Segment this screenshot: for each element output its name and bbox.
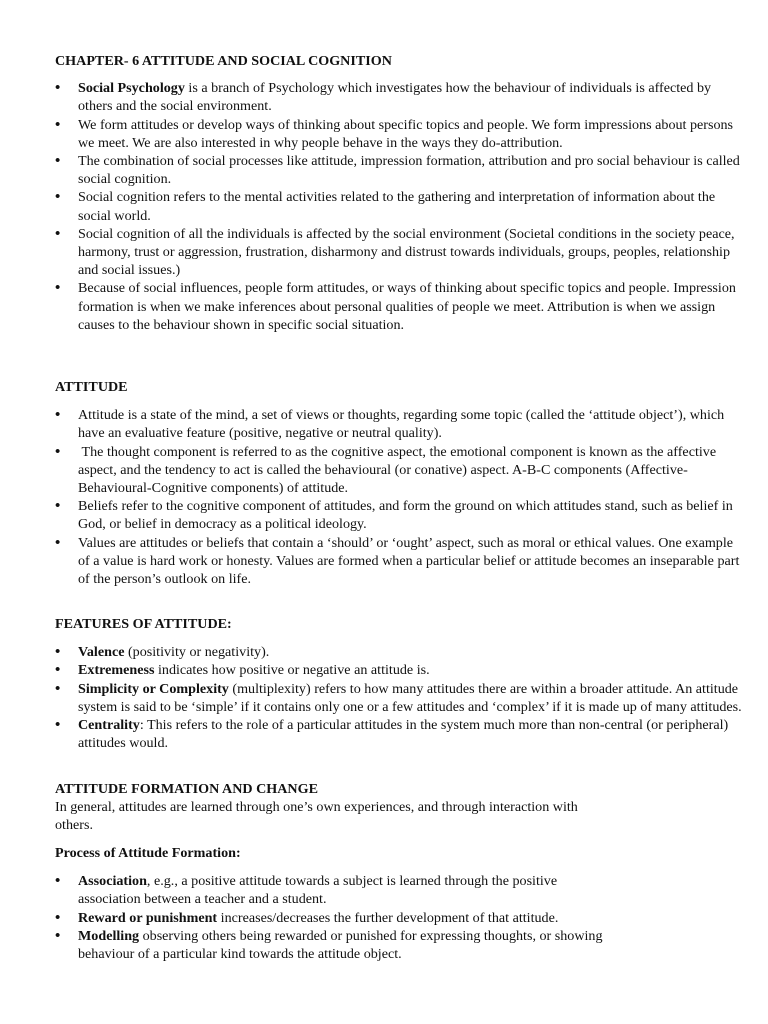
section-heading: ATTITUDE	[55, 379, 128, 395]
list-item	[55, 680, 745, 716]
item-text: , e.g., a positive attitude towards a subject is learned through the positive association between a teacher and a student.	[78, 873, 561, 908]
list-item	[55, 406, 745, 442]
item-text: indicates how positive or negative an attitude is.	[154, 662, 430, 679]
section-process	[55, 844, 745, 963]
list-item	[55, 534, 745, 589]
item-text: Beliefs refer to the cognitive component of attitudes, and form the ground on which attitudes stand, such as belief in God, or belief in democracy as a political ideology.	[78, 498, 737, 533]
bold-term: Modelling	[78, 927, 140, 944]
item-text: is a branch of Psychology which investigates how the behaviour of individuals is affected by others and the social environment.	[78, 80, 715, 115]
list-item	[55, 643, 745, 661]
section-heading: Process of Attitude Formation:	[55, 845, 241, 861]
list-item	[55, 872, 615, 908]
item-text: Social cognition of all the individuals is affected by the social environment (Societal conditions in the society peace, harmony, trust or aggression, frustration, disharmony and distrust towards individuals, groups, peoples, relationship and social issues.)	[78, 225, 739, 279]
list-item	[55, 188, 745, 224]
list-item	[55, 661, 745, 679]
item-text: (positivity or negativity).	[124, 644, 270, 661]
section-attitude	[55, 378, 745, 588]
list-item	[55, 443, 745, 498]
item-text: Because of social influences, people form attitudes, or ways of thinking about specific topics and people. Impression formation is when we make inferences about personal qualities of people we meet. Attribution is when we assign causes to the behaviour shown in specific social situation.	[78, 280, 740, 333]
bullet-list	[55, 872, 615, 963]
section-features	[55, 615, 745, 752]
item-text: The thought component is referred to as the cognitive aspect, the emotional component is known as the affective aspect, and the tendency to act is called the behavioural (or conative) aspect. A-B-C components (Affective-Behavioural-Cognitive components) of attitude.	[78, 443, 720, 497]
list-item	[55, 716, 745, 752]
item-text: increases/decreases the further development of that attitude.	[217, 909, 559, 926]
section-formation-change	[55, 780, 615, 835]
item-text: The combination of social processes like attitude, impression formation, attribution and pro social behaviour is called social cognition.	[78, 153, 744, 188]
item-text: : This refers to the role of a particular attitudes in the system much more than non-central (or peripheral) attitudes would.	[78, 717, 732, 752]
item-text: observing others being rewarded or punished for expressing thoughts, or showing behaviour of a particular kind towards the attitude object.	[78, 927, 607, 963]
bold-term: Association	[78, 873, 147, 890]
list-item	[55, 497, 745, 533]
paragraph: In general, attitudes are learned through one’s own experiences, and through interaction with others.	[55, 799, 578, 834]
bold-term: Simplicity or Complexity	[78, 680, 229, 697]
list-item	[55, 79, 745, 115]
section-heading: ATTITUDE FORMATION AND CHANGE	[55, 781, 318, 797]
bold-term: Centrality	[78, 717, 140, 734]
bold-term: Social Psychology	[78, 80, 185, 97]
list-item	[55, 909, 615, 927]
item-text: Attitude is a state of the mind, a set of views or thoughts, regarding some topic (called the ‘attitude object’), which have an evaluative feature (positive, negative or neutral quality).	[78, 407, 728, 442]
list-item	[55, 225, 745, 280]
bullet-list	[55, 406, 745, 588]
list-item	[55, 279, 745, 334]
item-text: We form attitudes or develop ways of thinking about specific topics and people. We form impressions about persons we meet. We are also interested in why people behave in the ways they do-attribution.	[78, 116, 737, 151]
item-text: Values are attitudes or beliefs that contain a ‘should’ or ‘ought’ aspect, such as moral or ethical values. One example of a value is hard work or honesty. Values are formed when a particular belief or attitude becomes an inseparable part of the person’s outlook on life.	[78, 534, 743, 588]
bold-term: Reward or punishment	[78, 909, 218, 926]
bullet-list	[55, 643, 745, 752]
bold-term: Extremeness	[78, 662, 155, 679]
list-item	[55, 927, 615, 963]
list-item	[55, 152, 745, 188]
chapter-title: CHAPTER- 6 ATTITUDE AND SOCIAL COGNITION	[55, 53, 392, 69]
list-item	[55, 116, 745, 152]
item-text: Social cognition refers to the mental activities related to the gathering and interpretation of information about the social world.	[78, 189, 719, 224]
section-chapter	[55, 52, 745, 334]
section-heading: FEATURES OF ATTITUDE:	[55, 616, 232, 632]
bullet-list	[55, 79, 745, 334]
bold-term: Valence	[78, 644, 125, 661]
item-text: (multiplexity) refers to how many attitudes there are within a broader attitude. An attitude system is said to be ‘simple’ if it contains only one or a few attitudes and ‘complex’ if it is made up of many attitudes.	[78, 680, 742, 715]
